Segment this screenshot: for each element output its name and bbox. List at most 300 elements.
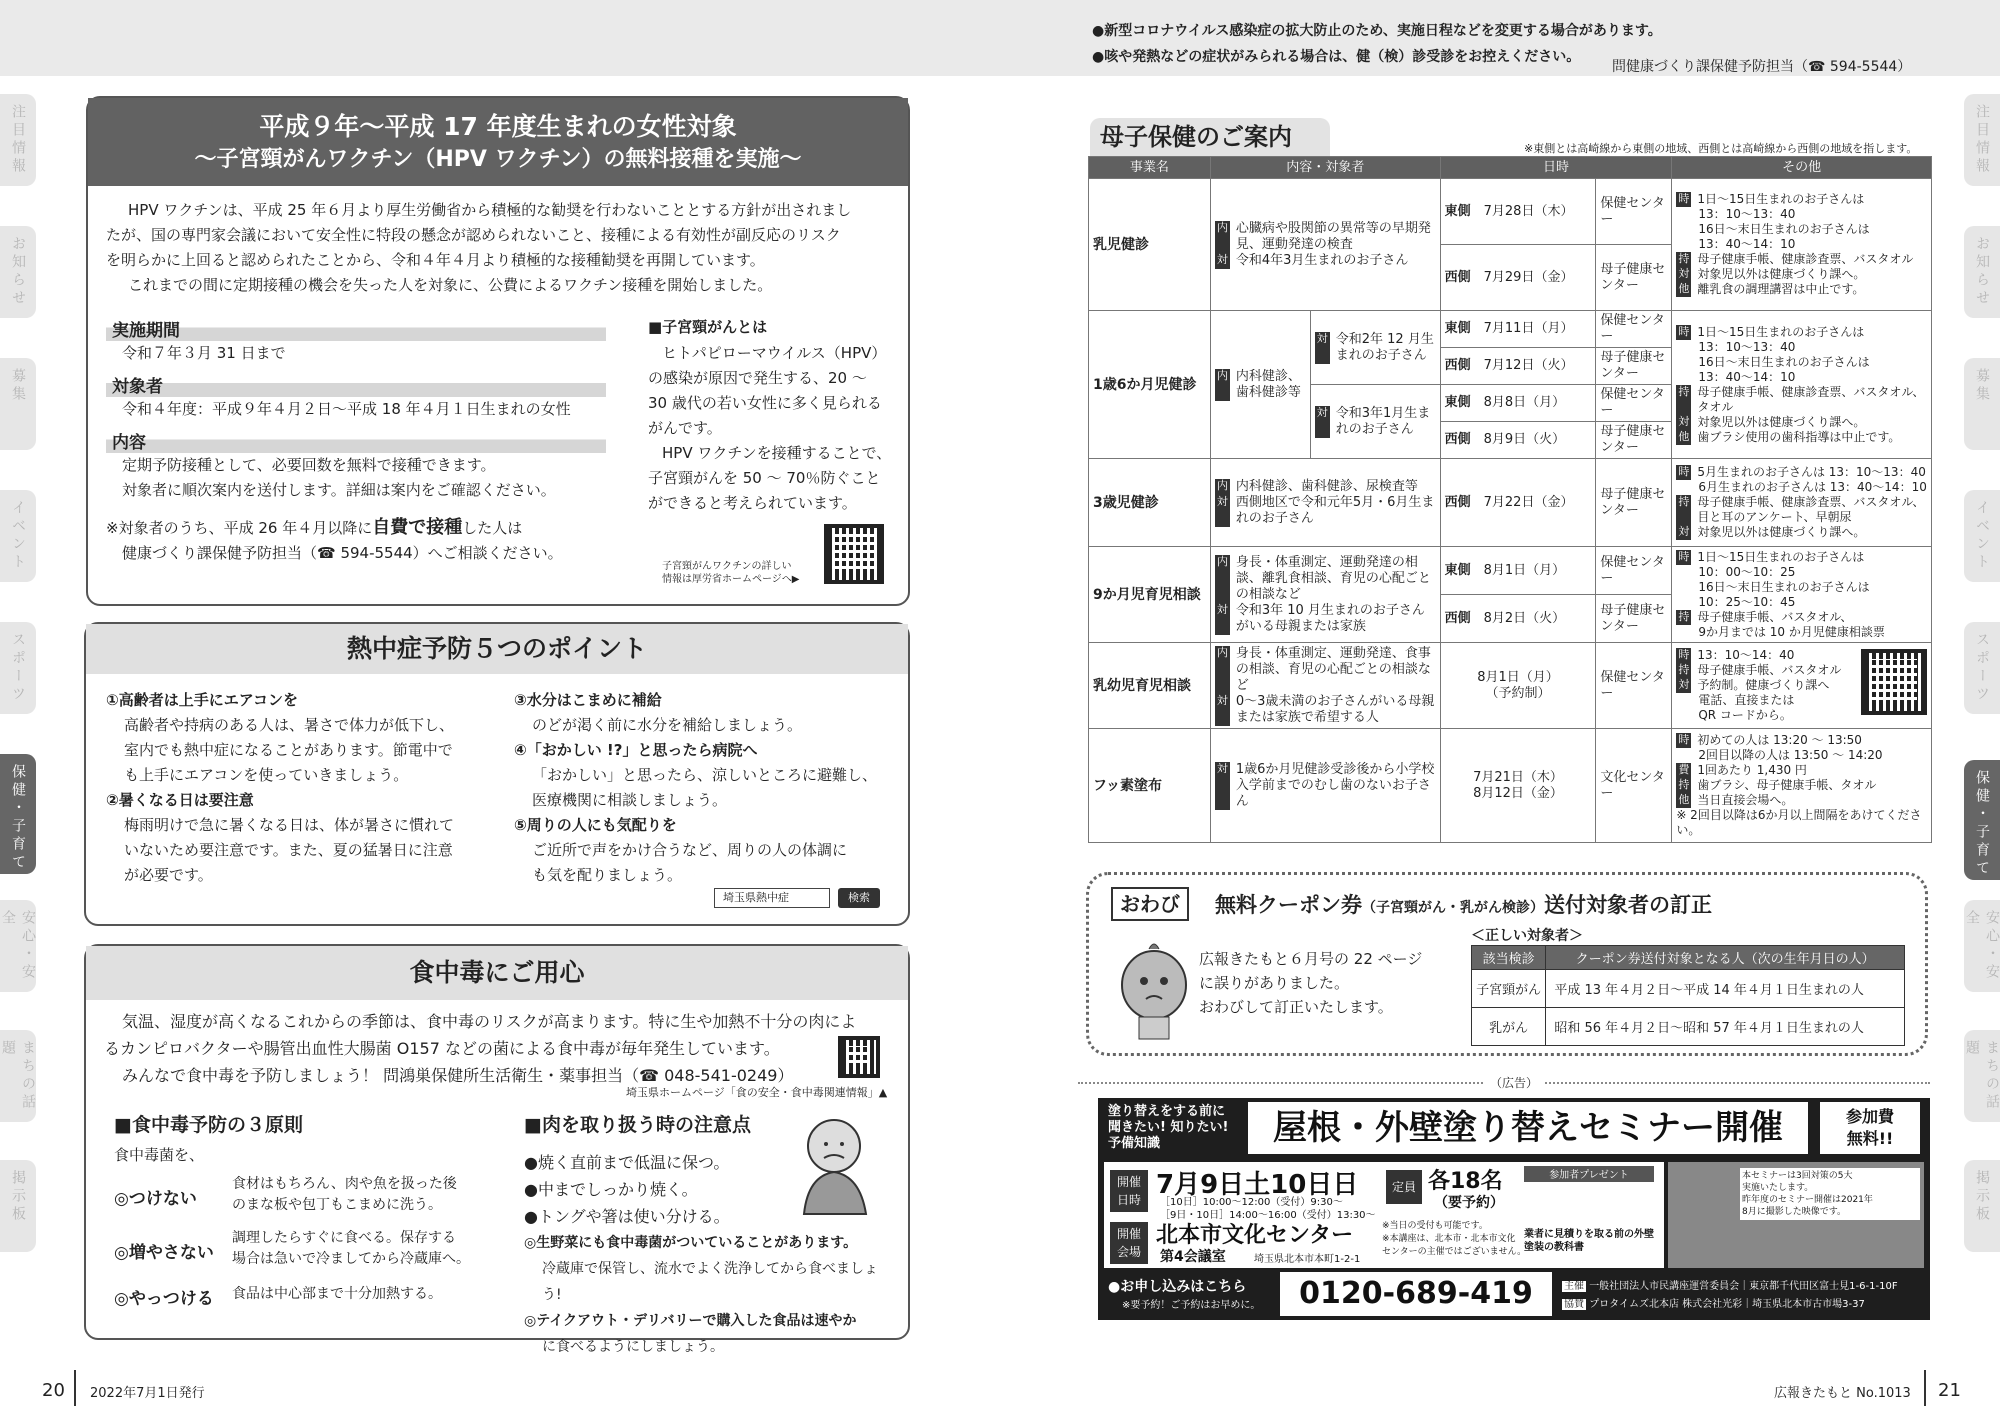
rule-key: ◎やっつける bbox=[114, 1289, 214, 1309]
ad-title: 屋根・外壁塗り替えセミナー開催 bbox=[1248, 1102, 1808, 1154]
ad-note-line: センターの主催ではございません。 bbox=[1382, 1247, 1527, 1257]
tab-left-recruit[interactable]: 募集 bbox=[0, 358, 36, 450]
other-line: 初めての人は 13:20 ～ 13:50 bbox=[1697, 733, 1862, 747]
ad-lead-line: 聞きたい! 知りたい! bbox=[1108, 1120, 1229, 1135]
meat-line: ◎生野菜にも食中毒菌がついていることがあります。 bbox=[524, 1235, 858, 1251]
label-badge: 時 bbox=[1678, 733, 1690, 746]
label-badge: 持 bbox=[1678, 252, 1690, 265]
period-heading: 実施期間 bbox=[106, 316, 606, 341]
other-line: 歯ブラシ、母子健康手帳、タオル bbox=[1697, 778, 1877, 792]
program-place: 母子健康センター bbox=[1596, 348, 1672, 385]
table-cell: 昭和 56 年４月２日～昭和 57 年４月１日生まれの人 bbox=[1546, 1008, 1905, 1046]
mascot-icon bbox=[1113, 937, 1195, 1045]
ad-place: 北本市文化センター bbox=[1156, 1223, 1354, 1248]
program-date: 7月22日（金） bbox=[1483, 494, 1574, 510]
label-badge: 持 bbox=[1678, 663, 1690, 676]
other-line: 電話、直接または bbox=[1698, 693, 1795, 707]
owabi-text-line: 広報きたもと６月号の 22 ページ bbox=[1199, 950, 1423, 968]
other-line: QR コードから。 bbox=[1698, 708, 1792, 722]
point-text: いないため要注意です。また、夏の猛暑日に注意 bbox=[124, 841, 453, 859]
tab-left-board[interactable]: 掲示板 bbox=[0, 1160, 36, 1252]
table-header-row bbox=[1472, 946, 1905, 970]
other-line: 母子健康手帳、健康診査票、バスタオル、タオル bbox=[1697, 384, 1925, 414]
program-place: 保健センター bbox=[1596, 311, 1672, 348]
photo-caption-line: 8月に撮影した映像です。 bbox=[1742, 1207, 1847, 1217]
issue-number: 広報きたもと No.1013 bbox=[1774, 1386, 1911, 1401]
boshi-title: 母子保健のご案内 bbox=[1090, 118, 1330, 156]
program-name: 9か月児育児相談 bbox=[1089, 547, 1211, 643]
other-line: 13：10～13：40 bbox=[1698, 339, 1796, 354]
label-badge: 対 bbox=[1215, 495, 1230, 527]
other-line: 10：00～10：25 bbox=[1698, 564, 1796, 579]
ad-apply: ●お申し込みはこちら bbox=[1108, 1279, 1247, 1295]
ad-info-panel bbox=[1104, 1162, 1664, 1268]
ad-fee bbox=[1820, 1102, 1920, 1154]
program-date: 8月12日（金） bbox=[1473, 785, 1563, 801]
content-text: 定期予防接種として、必要回数を無料で接種できます。 bbox=[122, 456, 496, 474]
program-date: 7月11日（月） bbox=[1483, 321, 1574, 336]
meat-line: ●焼く直前まで低温に保つ。 bbox=[524, 1153, 730, 1172]
program-content: 身長・体重測定、運動発達の相談、離乳食相談、育児の心配ごとの相談など bbox=[1235, 554, 1431, 602]
table-row bbox=[1089, 311, 1932, 348]
side-label: 東側 bbox=[1444, 321, 1471, 336]
program-place: 保健センター bbox=[1596, 547, 1672, 595]
label-badge: 時 bbox=[1678, 549, 1690, 563]
food-intro bbox=[104, 1008, 884, 1089]
food-intro-line: るカンピロバクターや腸管出血性大腸菌 O157 などの菌による食中毒が毎年発生しています。 bbox=[104, 1039, 780, 1058]
program-content: 心臓病や股関節の異常等の早期発見、運動発達の検査 bbox=[1235, 220, 1431, 252]
sidebar-line: 30 歳代の若い女性に多く見られる bbox=[648, 394, 882, 412]
target-text: 令和４年度：平成９年４月２日～平成 18 年４月１日生まれの女性 bbox=[122, 400, 571, 418]
program-date: 8月1日（月） bbox=[1483, 562, 1566, 578]
program-date: 7月12日（火） bbox=[1483, 358, 1574, 373]
column-header: 該当検診 bbox=[1472, 946, 1546, 970]
rule-row bbox=[114, 1284, 494, 1309]
ad-apply-sub: ※要予約！ご予約はお早めに。 bbox=[1122, 1300, 1261, 1311]
label-badge: 時 bbox=[1678, 192, 1690, 205]
ad-fee-line: 参加費 bbox=[1845, 1107, 1894, 1126]
table-row bbox=[1089, 459, 1932, 547]
program-content: 身長・体重測定、運動発達、食事の相談、育児の心配ごとの相談など bbox=[1235, 645, 1431, 693]
hpv-header bbox=[88, 98, 908, 186]
label-badge: 対 bbox=[1215, 762, 1230, 810]
program-target: 令和3年1月生まれのお子さん bbox=[1335, 405, 1431, 437]
ad-teiin: 各18名 bbox=[1428, 1169, 1503, 1194]
program-date: 8月9日（火） bbox=[1483, 432, 1566, 447]
content-text: 対象者に順次案内を送付します。詳細は案内をご確認ください。 bbox=[122, 481, 556, 499]
search-input[interactable]: 埼玉県熱中症 bbox=[714, 888, 830, 908]
program-date: 8月2日（火） bbox=[1483, 610, 1566, 626]
owabi-title-sub: （子宮頸がん・乳がん検診） bbox=[1362, 900, 1544, 916]
meat-line: 冷蔵庫で保管し、流水でよく洗浄してから食べましょう! bbox=[542, 1261, 878, 1303]
program-target: 0～3歳未満のお子さんがいる母親または家族で希望する人 bbox=[1235, 693, 1435, 725]
program-date: 7月28日（木） bbox=[1483, 203, 1574, 219]
ad-note-line: ※本講座は、北本市・北本市文化 bbox=[1382, 1234, 1516, 1244]
sidebar-line: ができると考えられています。 bbox=[648, 494, 857, 512]
advertisement bbox=[1098, 1098, 1930, 1320]
other-line: 母子健康手帳、バスタオル bbox=[1697, 663, 1842, 677]
other-line: 1日～15日生まれのお子さんは bbox=[1697, 192, 1865, 206]
table-cell: 乳がん bbox=[1472, 1008, 1546, 1046]
notice-line-1: ●新型コロナウイルス感染症の拡大防止のため、実施日程などを変更する場合があります。 bbox=[1092, 23, 1662, 39]
program-target: 1歳6か月児健診受診後から小学校入学前までのむし歯のないお子さん bbox=[1235, 761, 1435, 809]
heat-title: 熱中症予防５つのポイント bbox=[86, 624, 908, 674]
other-line: 母子健康手帳、健康診査票、バスタオル、目と耳のアンケート、早朝尿 bbox=[1697, 495, 1925, 524]
side-label: 東側 bbox=[1444, 203, 1471, 219]
hpv-intro bbox=[106, 198, 896, 298]
ad-book: 業者に見積りを取る前の外壁塗装の教科書 bbox=[1524, 1229, 1654, 1253]
point-text: 医療機関に相談しましょう。 bbox=[532, 791, 728, 809]
point-title: ①高齢者は上手にエアコンを bbox=[106, 691, 298, 709]
ad-time-line: ［10日］10:00～12:00（受付）9:30～ bbox=[1160, 1197, 1343, 1208]
tab-left-sports[interactable]: スポーツ bbox=[0, 622, 36, 714]
rule-desc: 場合は急いで冷ましてから冷蔵庫へ。 bbox=[232, 1251, 470, 1267]
label-badge: 対 bbox=[1315, 332, 1330, 364]
column-header: クーポン券送付対象となる人（次の生年月日の人） bbox=[1546, 946, 1905, 970]
food-qr-caption: 埼玉県ホームページ「食の安全・食中毒関連情報」▲ bbox=[626, 1086, 888, 1099]
other-line: 13：10～14：40 bbox=[1697, 648, 1795, 662]
program-date-note: （予約制） bbox=[1485, 685, 1551, 701]
ad-notes bbox=[1382, 1220, 1526, 1259]
column-header: 内容・対象者 bbox=[1210, 157, 1440, 179]
qr-code-icon[interactable] bbox=[1861, 649, 1927, 715]
column-header: その他 bbox=[1672, 157, 1932, 179]
other-line: 16日～末日生まれのお子さんは bbox=[1698, 222, 1870, 236]
other-line: ※ 2回目以降は6か月以上間隔をあけてください。 bbox=[1676, 808, 1922, 837]
label-badge: 持 bbox=[1676, 495, 1691, 525]
period-text: 令和７年３月 31 日まで bbox=[122, 344, 286, 362]
rule-desc: のまな板や包丁もこまめに洗う。 bbox=[232, 1197, 442, 1213]
tab-right-recruit[interactable]: 募集 bbox=[1964, 358, 2000, 450]
heat-section bbox=[84, 622, 910, 926]
teiin-label: 定員 bbox=[1386, 1170, 1422, 1204]
table-header-row bbox=[1089, 157, 1932, 179]
program-name: 乳幼児育児相談 bbox=[1089, 643, 1211, 729]
program-target: 令和3年 10 月生まれのお子さんがいる母親または家族 bbox=[1235, 602, 1425, 634]
meat-line: に食べるようにしましょう。 bbox=[542, 1339, 724, 1355]
meat-line: ◎テイクアウト・デリバリーで購入した食品は速やか bbox=[524, 1313, 857, 1329]
sidebar-title: ■子宮頸がんとは bbox=[648, 318, 768, 336]
page-number-right: 21 bbox=[1938, 1380, 1961, 1401]
owabi-section bbox=[1086, 872, 1928, 1056]
cosponsor-text: プロタイムズ北本店 株式会社光彩｜埼玉県北本市古市場3-37 bbox=[1589, 1299, 1865, 1310]
table-row bbox=[1089, 729, 1932, 843]
label-badge: 対 bbox=[1215, 694, 1230, 726]
label-badge: 対 bbox=[1215, 603, 1230, 635]
side-label: 西側 bbox=[1444, 358, 1471, 373]
rules-title: ■食中毒予防の３原則 bbox=[114, 1114, 303, 1136]
label-badge: 他 bbox=[1678, 793, 1690, 806]
tab-left-health[interactable]: 保健・子育て bbox=[0, 754, 36, 874]
label-badge: 他 bbox=[1678, 282, 1690, 295]
hpv-intro-line: を明らかに上回ると認められたことから、令和４年４月より積極的な接種勧奨を再開しています。 bbox=[106, 251, 765, 269]
program-place: 保健センター bbox=[1596, 643, 1672, 729]
ad-teiin-sub: （要予約） bbox=[1434, 1195, 1504, 1211]
food-title: 食中毒にご用心 bbox=[86, 946, 908, 1000]
program-place: 母子健康センター bbox=[1596, 245, 1672, 311]
note-text: ※対象者のうち、平成 26 年４月以降に bbox=[106, 519, 373, 537]
rule-desc: 調理したらすぐに食べる。保存する bbox=[232, 1230, 456, 1246]
point-title: ③水分はこまめに補給 bbox=[514, 691, 662, 709]
point-title: ②暑くなる日は要注意 bbox=[106, 791, 254, 809]
seminar-photo bbox=[1668, 1162, 1924, 1268]
table-cell: 子宮頸がん bbox=[1472, 970, 1546, 1008]
program-place: 母子健康センター bbox=[1596, 595, 1672, 643]
program-target: 西側地区で令和元年5月・6月生まれのお子さん bbox=[1235, 494, 1435, 526]
program-place: 保健センター bbox=[1596, 385, 1672, 422]
meat-title: ■肉を取り扱う時の注意点 bbox=[524, 1114, 751, 1136]
label-badge: 対 bbox=[1315, 406, 1330, 438]
qr-code-icon[interactable] bbox=[824, 524, 884, 584]
other-line: 母子健康手帳、バスタオル、 bbox=[1697, 609, 1853, 624]
other-line: 歯ブラシ使用の歯科指導は中止です。 bbox=[1697, 429, 1901, 444]
ad-lead bbox=[1108, 1104, 1240, 1152]
hpv-details bbox=[106, 316, 606, 566]
program-name: フッ素塗布 bbox=[1089, 729, 1211, 843]
tab-right-board[interactable]: 掲示板 bbox=[1964, 1160, 2000, 1252]
program-place: 文化センター bbox=[1596, 729, 1672, 843]
footer-divider bbox=[1924, 1370, 1926, 1406]
sidebar-line: ヒトパピローマウイルス（HPV） bbox=[662, 344, 887, 362]
meat-line: ●中までしっかり焼く。 bbox=[524, 1180, 698, 1199]
heat-col-left bbox=[106, 688, 506, 888]
date-label-line: 開催 bbox=[1116, 1175, 1141, 1189]
other-line: 対象児以外は健康づくり課へ。 bbox=[1697, 525, 1866, 539]
label-badge: 内 bbox=[1215, 221, 1230, 253]
correction-table bbox=[1471, 945, 1905, 1046]
program-date: 8月8日（月） bbox=[1483, 395, 1566, 410]
program-target: 令和2年 12 月生まれのお子さん bbox=[1335, 331, 1434, 363]
rule-row bbox=[114, 1228, 494, 1270]
label-badge: 時 bbox=[1678, 324, 1690, 338]
side-label: 西側 bbox=[1444, 610, 1471, 626]
table-row bbox=[1089, 547, 1932, 595]
rule-key: ◎増やさない bbox=[114, 1243, 214, 1263]
point-text: のどが渇く前に水分を補給しましょう。 bbox=[532, 716, 803, 734]
program-name: 乳児健診 bbox=[1089, 179, 1211, 311]
food-intro-line: 気温、湿度が高くなるこれからの季節は、食中毒のリスクが高まります。特に生や加熱不十分の肉によ bbox=[122, 1012, 857, 1031]
point-text: も気を配りましょう。 bbox=[532, 866, 683, 884]
tab-right-safety[interactable]: 安心・安全 bbox=[1964, 900, 2000, 992]
other-line: 1回あたり 1,430 円 bbox=[1697, 763, 1807, 777]
side-label: 東側 bbox=[1444, 395, 1471, 410]
cosponsor-label: 協賛 bbox=[1564, 1299, 1584, 1310]
label-badge: 持 bbox=[1676, 385, 1691, 415]
ad-address: 埼玉県北本市本町1-2-1 bbox=[1254, 1254, 1361, 1265]
ad-lead-line: 予備知識 bbox=[1108, 1136, 1161, 1151]
owabi-text-line: おわびして訂正いたします。 bbox=[1199, 998, 1393, 1016]
food-intro-line: みんなで食中毒を予防しましょう！ 問鴻巣保健所生活衛生・薬事担当（☎ 048-541-0249） bbox=[122, 1066, 794, 1085]
other-line: 13：40～14：10 bbox=[1698, 237, 1796, 251]
ad-note-line: ※当日の受付も可能です。 bbox=[1382, 1221, 1488, 1231]
other-line: 16日～末日生まれのお子さんは bbox=[1698, 354, 1870, 369]
point-text: 室内でも熱中症になることがあります。節電中で bbox=[124, 741, 453, 759]
ad-sponsors bbox=[1562, 1278, 1898, 1314]
point-title: ⑤周りの人にも気配りを bbox=[514, 816, 677, 834]
side-label: 東側 bbox=[1444, 562, 1471, 578]
other-line: 16日～末日生まれのお子さんは bbox=[1698, 579, 1870, 594]
sidebar-line: HPV ワクチンを接種することで、 bbox=[662, 444, 892, 462]
qr-caption-line: 子宮頸がんワクチンの詳しい bbox=[662, 561, 792, 572]
ad-lead-line: 塗り替えをする前に bbox=[1108, 1104, 1226, 1119]
program-name: 3歳児健診 bbox=[1089, 459, 1211, 547]
column-header: 日時 bbox=[1440, 157, 1672, 179]
sidebar-line: の感染が原因で発生する、20 ～ bbox=[648, 369, 867, 387]
label-badge: 内 bbox=[1215, 369, 1230, 401]
table-row bbox=[1089, 643, 1932, 729]
place-label bbox=[1110, 1222, 1148, 1264]
qr-code-icon[interactable] bbox=[838, 1036, 880, 1078]
note-contact: 健康づくり課保健予防担当（☎ 594-5544）へご相談ください。 bbox=[122, 544, 563, 562]
label-badge: 費 bbox=[1678, 763, 1690, 776]
rule-desc: 食品は中心部まで十分加熱する。 bbox=[232, 1286, 442, 1302]
ad-label: （広告） bbox=[1484, 1074, 1544, 1091]
table-row bbox=[1472, 1008, 1905, 1046]
point-text: 梅雨明けで急に暑くなる日は、体が暑さに慣れて bbox=[124, 816, 455, 834]
hpv-section bbox=[86, 96, 910, 606]
label-badge: 時 bbox=[1678, 648, 1690, 661]
owabi-text-line: に誤りがありました。 bbox=[1199, 974, 1350, 992]
label-badge: 時 bbox=[1678, 465, 1690, 478]
other-line: 対象児以外は健康づくり課へ。 bbox=[1697, 414, 1866, 429]
tab-left-town[interactable]: まちの話題 bbox=[0, 1030, 36, 1122]
sidebar-line: がんです。 bbox=[648, 419, 722, 437]
meat-line: ●トングや箸は使い分ける。 bbox=[524, 1207, 730, 1226]
footer-divider bbox=[74, 1370, 76, 1406]
other-line: 13：10～13：40 bbox=[1698, 207, 1796, 221]
other-line: 6月生まれのお子さんは 13：40～14：10 bbox=[1698, 480, 1927, 494]
ad-phone[interactable]: 0120-689-419 bbox=[1280, 1272, 1552, 1316]
point-text: ご近所で声をかけ合うなど、周りの人の体調に bbox=[532, 841, 848, 859]
food-section bbox=[84, 944, 910, 1355]
tab-right-town[interactable]: まちの話題 bbox=[1964, 1030, 2000, 1122]
tab-left-safety[interactable]: 安心・安全 bbox=[0, 900, 36, 992]
tab-left-news[interactable]: 注目情報 bbox=[0, 94, 36, 186]
other-line: 離乳食の調理講習は中止です。 bbox=[1697, 282, 1865, 296]
table-cell: 平成 13 年４月２日～平成 14 年４月１日生まれの人 bbox=[1546, 970, 1905, 1008]
label-badge: 持 bbox=[1678, 609, 1690, 623]
place-label-line: 開催 bbox=[1116, 1227, 1141, 1241]
label-badge: 対 bbox=[1678, 678, 1690, 691]
label-badge: 他 bbox=[1678, 429, 1690, 443]
label-badge: 持 bbox=[1678, 778, 1690, 791]
ad-room: 第4会議室 bbox=[1160, 1249, 1226, 1265]
tab-right-sports[interactable]: スポーツ bbox=[1964, 622, 2000, 714]
boshi-note: ※東側とは高崎線から東側の地域、西側とは高崎線から西側の地域を指します。 bbox=[1524, 142, 1918, 155]
photo-caption bbox=[1740, 1168, 1920, 1220]
label-badge: 内 bbox=[1215, 555, 1230, 603]
point-text: も上手にエアコンを使っていきましょう。 bbox=[124, 766, 409, 784]
boshi-schedule-table bbox=[1088, 156, 1932, 843]
sidebar-line: 子宮頸がんを 50 ～ 70％防ぐこと bbox=[648, 469, 881, 487]
hpv-title: 平成９年～平成 17 年度生まれの女性対象 bbox=[259, 112, 737, 141]
program-place: 母子健康センター bbox=[1596, 459, 1672, 547]
other-line: 予約制。健康づくり課へ bbox=[1697, 678, 1830, 692]
tab-left-info[interactable]: お知らせ bbox=[0, 226, 36, 318]
side-label: 西側 bbox=[1444, 269, 1471, 285]
sponsor-label: 主催 bbox=[1564, 1281, 1584, 1292]
label-badge: 対 bbox=[1678, 525, 1690, 538]
tab-right-event[interactable]: イベント bbox=[1964, 490, 2000, 582]
table-row bbox=[1472, 970, 1905, 1008]
correct-heading: ＜正しい対象者＞ bbox=[1471, 928, 1583, 944]
content-heading: 内容 bbox=[106, 428, 606, 453]
label-badge: 対 bbox=[1678, 414, 1690, 428]
tab-right-news[interactable]: 注目情報 bbox=[1964, 94, 2000, 186]
tab-right-info[interactable]: お知らせ bbox=[1964, 226, 2000, 318]
hpv-intro-line: これまでの間に定期接種の機会を失った人を対象に、公費によるワクチン接種を開始しました。 bbox=[128, 276, 773, 294]
photo-caption-line: 本セミナーは3回対策の5大 bbox=[1742, 1171, 1853, 1181]
photo-caption-line: 実施いたします。 bbox=[1742, 1183, 1814, 1193]
program-date: 7月21日（木） bbox=[1473, 769, 1563, 785]
label-badge: 内 bbox=[1215, 479, 1230, 495]
program-date: 8月1日（月） bbox=[1477, 669, 1559, 685]
side-label: 西側 bbox=[1444, 494, 1471, 510]
rules-lead: 食中毒菌を、 bbox=[114, 1146, 205, 1164]
point-text: 高齢者や持病のある人は、暑さで体力が低下し、 bbox=[124, 716, 455, 734]
notice-contact: 問健康づくり課保健予防担当（☎ 594-5544） bbox=[1612, 59, 1912, 75]
program-place: 母子健康センター bbox=[1596, 422, 1672, 459]
program-content: 内科健診、歯科健診等 bbox=[1235, 368, 1301, 400]
point-title: ④「おかしい !?」と思ったら病院へ bbox=[514, 741, 758, 759]
other-line: 2回目以降の人は 13:50 ～ 14:20 bbox=[1698, 748, 1883, 762]
other-line: 13：40～14：10 bbox=[1698, 369, 1796, 384]
label-badge: 対 bbox=[1215, 253, 1230, 269]
tab-left-event[interactable]: イベント bbox=[0, 490, 36, 582]
other-line: 1日～15日生まれのお子さんは bbox=[1697, 324, 1865, 339]
photo-caption-line: 昨年度のセミナー開催は2021年 bbox=[1742, 1195, 1873, 1205]
sick-person-illustration-icon bbox=[774, 1106, 884, 1216]
place-label-line: 会場 bbox=[1116, 1245, 1141, 1259]
tab-right-health[interactable]: 保健・子育て bbox=[1964, 760, 2000, 880]
ad-fee-line: 無料!! bbox=[1846, 1129, 1894, 1148]
other-line: 1日～15日生まれのお子さんは bbox=[1697, 549, 1865, 564]
qr-caption-line: 情報は厚労省ホームページへ▶ bbox=[662, 574, 800, 585]
qr-caption bbox=[662, 560, 800, 586]
hpv-intro-line: HPV ワクチンは、平成 25 年６月より厚生労働省から積極的な勧奨を行わないこととする方針が出されまし bbox=[128, 201, 852, 219]
point-text: 「おかしい」と思ったら、涼しいところに避難し、 bbox=[532, 766, 878, 784]
note-text-2: した人は bbox=[462, 519, 523, 537]
hpv-intro-line: たが、国の専門家会議において安全性に特段の懸念が認められないこと、接種による有効性が副反応のリスク bbox=[106, 226, 841, 244]
other-line: 9か月までは 10 か月児健康相談票 bbox=[1698, 624, 1885, 639]
rule-key: ◎つけない bbox=[114, 1189, 197, 1209]
side-label: 西側 bbox=[1444, 432, 1471, 447]
food-rules bbox=[114, 1110, 494, 1309]
sponsor-text: 一般社団法人市民講座運営委員会｜東京都千代田区富士見1-6-1-10F bbox=[1589, 1281, 1898, 1292]
owabi-title-end: 送付対象者の訂正 bbox=[1544, 893, 1712, 917]
owabi-title-main: 無料クーポン券 bbox=[1215, 893, 1362, 917]
other-line: 対象児以外は健康づくり課へ。 bbox=[1697, 267, 1866, 281]
program-date: 7月29日（金） bbox=[1483, 269, 1574, 285]
label-badge: 内 bbox=[1215, 646, 1230, 694]
rule-row bbox=[114, 1174, 494, 1216]
search-button[interactable]: 検索 bbox=[838, 888, 880, 908]
owabi-title bbox=[1215, 889, 1712, 919]
hpv-sidebar bbox=[648, 316, 898, 516]
other-line: 5月生まれのお子さんは 13：10～13：40 bbox=[1697, 465, 1926, 479]
notice-line-2: ●咳や発熱などの症状がみられる場合は、健（検）診受診をお控えください。 bbox=[1092, 49, 1581, 65]
program-target: 令和4年3月生まれのお子さん bbox=[1235, 252, 1409, 268]
ad-date: 7月9日土10日日 bbox=[1156, 1170, 1359, 1200]
program-place: 保健センター bbox=[1596, 179, 1672, 245]
program-content: 内科健診、歯科健診、尿検査等 bbox=[1235, 478, 1418, 494]
present-label: 参加者プレゼント bbox=[1524, 1166, 1654, 1182]
date-label bbox=[1110, 1170, 1148, 1212]
target-heading: 対象者 bbox=[106, 372, 606, 397]
hpv-subtitle: ～子宮頸がんワクチン（HPV ワクチン）の無料接種を実施～ bbox=[194, 147, 802, 172]
owabi-text bbox=[1199, 947, 1422, 1019]
issue-date: 2022年7月1日発行 bbox=[90, 1386, 205, 1401]
